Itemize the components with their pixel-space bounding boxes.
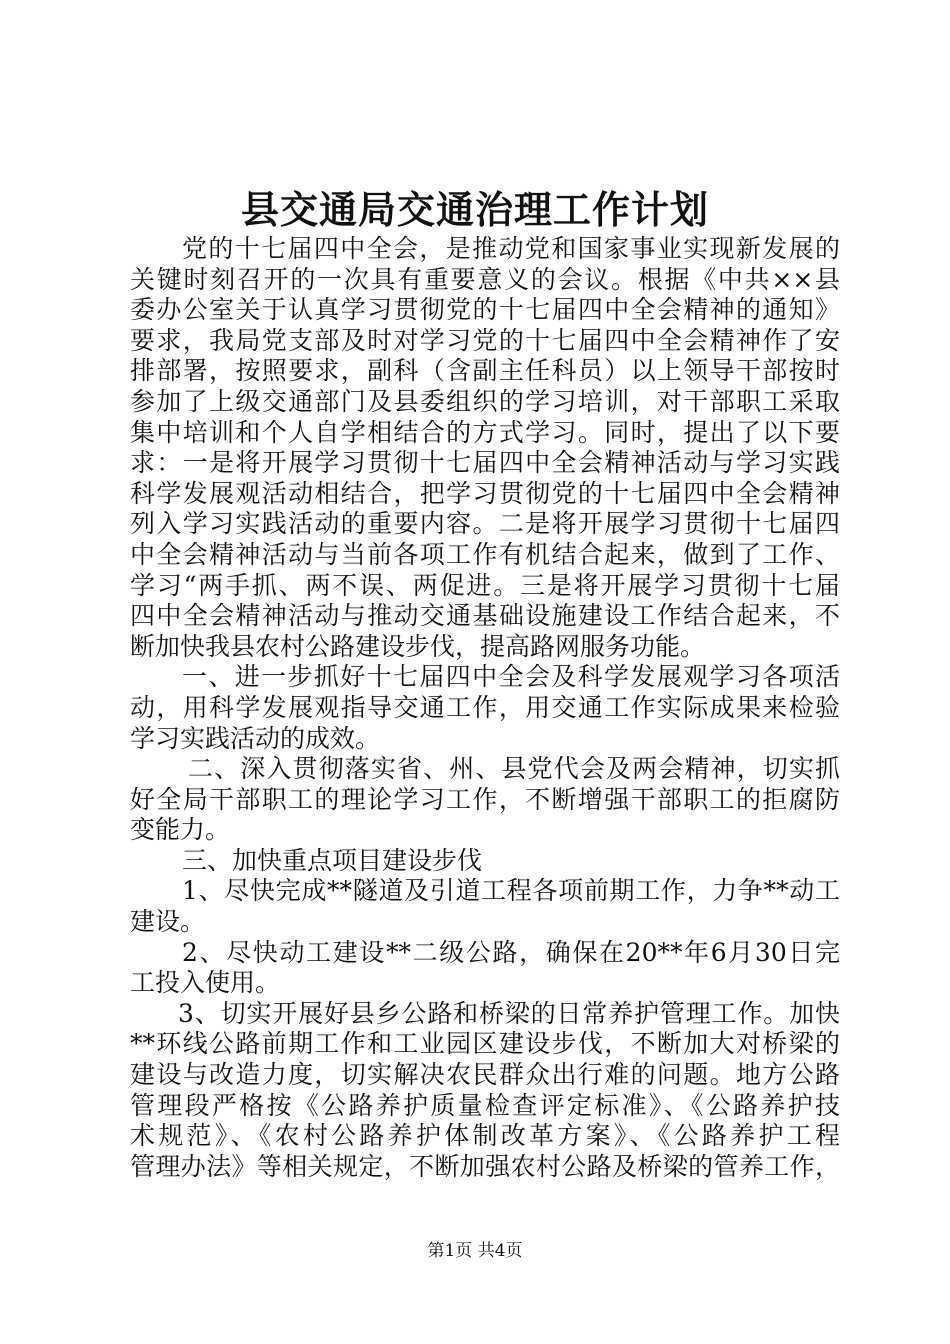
paragraph-line: 三、加快重点项目建设步伐	[182, 845, 483, 875]
paragraph-line: 建设。	[130, 907, 206, 937]
paragraph-line: 列入学习实践活动的重要内容。二是将开展学习贯彻十七届四	[130, 509, 840, 539]
paragraph-line: 1、尽快完成**隧道及引道工程各项前期工作，力争**动工	[182, 876, 840, 906]
paragraph-line: 排部署，按照要求，副科（含副主任科员）以上领导干部按时	[130, 356, 840, 386]
paragraph-line: 科学发展观活动相结合，把学习贯彻党的十七届四中全会精神	[130, 478, 840, 508]
paragraph-line: 四中全会精神活动与推动交通基础设施建设工作结合起来，不	[130, 601, 840, 631]
paragraph-line: 管理段严格按《公路养护质量检查评定标准》、《公路养护技	[130, 1090, 840, 1120]
paragraph-line: 工投入使用。	[130, 968, 281, 998]
paragraph-line: 学习实践活动的成效。	[130, 723, 381, 753]
paragraph-line: 学习“两手抓、两不误、两促进。三是将开展学习贯彻十七届	[130, 570, 840, 600]
paragraph-line: 求：一是将开展学习贯彻十七届四中全会精神活动与学习实践	[130, 448, 840, 478]
paragraph-line: 中全会精神活动与当前各项工作有机结合起来，做到了工作、	[130, 539, 840, 569]
paragraph-line: 参加了上级交通部门及县委组织的学习培训，对干部职工采取	[130, 386, 840, 416]
paragraph-line: 变能力。	[130, 815, 231, 845]
paragraph-line: 好全局干部职工的理论学习工作，不断增强干部职工的拒腐防	[130, 784, 840, 814]
paragraph-line: 要求，我局党支部及时对学习党的十七届四中全会精神作了安	[130, 325, 840, 355]
paragraph-line: 断加快我县农村公路建设步伐，提高路网服务功能。	[130, 631, 706, 661]
document-title: 县交通局交通治理工作计划	[240, 187, 709, 232]
paragraph-line: **环线公路前期工作和工业园区建设步伐，不断加大对桥梁的	[130, 1029, 840, 1059]
paragraph-line: 3、切实开展好县乡公路和桥梁的日常养护管理工作。加快	[178, 998, 840, 1028]
paragraph-line: 委办公室关于认真学习贯彻党的十七届四中全会精神的通知》	[130, 295, 840, 325]
paragraph-line: 动，用科学发展观指导交通工作，用交通工作实际成果来检验	[130, 692, 840, 722]
paragraph-line: 建设与改造力度，切实解决农民群众出行难的问题。地方公路	[130, 1060, 840, 1090]
document-body	[130, 234, 840, 1182]
paragraph-line: 术规范》、《农村公路养护体制改革方案》、《公路养护工程	[130, 1121, 840, 1151]
paragraph-line: 2、尽快动工建设**二级公路，确保在20**年6月30日完	[182, 937, 840, 967]
paragraph-line: 集中培训和个人自学相结合的方式学习。同时，提出了以下要	[130, 417, 840, 447]
paragraph-line: 一、进一步抓好十七届四中全会及科学发展观学习各项活	[182, 662, 840, 692]
paragraph-line: 管理办法》等相关规定，不断加强农村公路及桥梁的管养工作，	[130, 1151, 840, 1181]
paragraph-line: 关键时刻召开的一次具有重要意义的会议。根据《中共××县	[130, 264, 840, 294]
paragraph-line: 二、深入贯彻落实省、州、县党代会及两会精神，切实抓	[188, 754, 840, 784]
page-number: 第1页 共4页	[427, 1241, 523, 1261]
paragraph-line: 党的十七届四中全会，是推动党和国家事业实现新发展的	[182, 234, 840, 263]
